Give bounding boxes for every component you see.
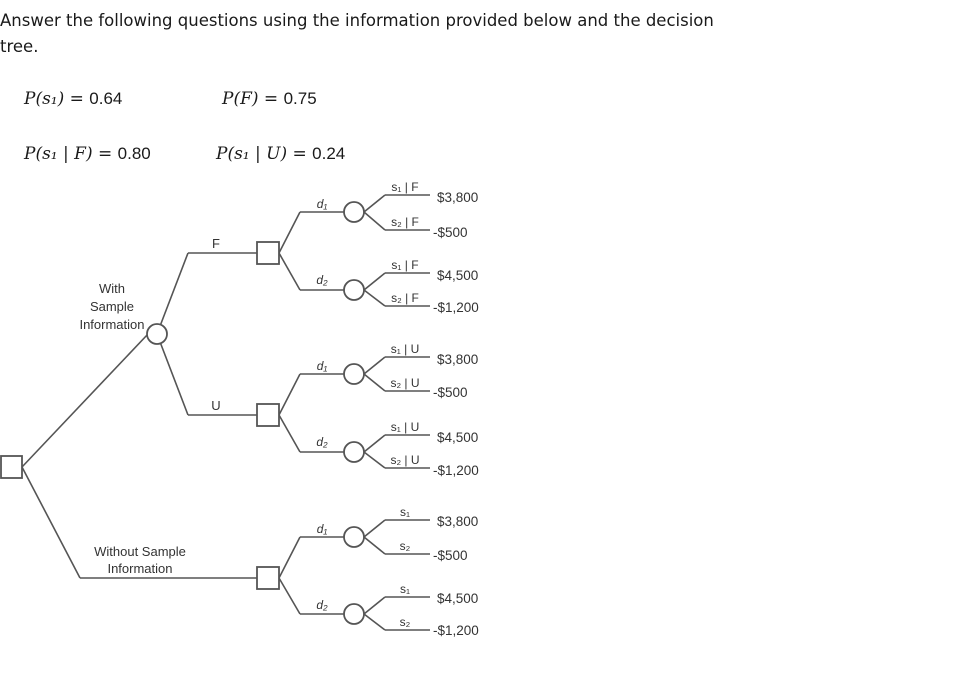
chance-node-f-d1 xyxy=(344,202,364,222)
chance-node-f-d2 xyxy=(344,280,364,300)
prob-s1-given-f-expr: P(s₁ | F) = xyxy=(24,144,113,164)
payoff-u-d2-s1: $4,500 xyxy=(437,430,479,445)
state-label-s2-2: s₂ xyxy=(399,615,411,629)
payoff-f-d2-s2: -$1,200 xyxy=(433,300,479,315)
with-sample-label-1: With xyxy=(99,281,125,296)
prob-f-expr: P(F) = xyxy=(222,89,279,109)
prob-s1-expr: P(s₁) = xyxy=(24,89,84,109)
chance-node-u-d2 xyxy=(344,442,364,462)
decision-label-u-d2: d₂ xyxy=(316,435,328,449)
payoff-no-info-d2-s1: $4,500 xyxy=(437,591,479,606)
sample-chance-node xyxy=(147,324,167,344)
prob-s1-value: 0.64 xyxy=(89,89,123,108)
payoff-no-info-d2-s2: -$1,200 xyxy=(433,623,479,638)
decision-label-u-d1: d₁ xyxy=(316,359,328,373)
state-label-s2u-2: s₂ | U xyxy=(390,453,420,467)
decision-label-no-info-d1: d₁ xyxy=(316,522,328,536)
outcome-u-label: U xyxy=(211,398,221,413)
state-label-s2f-2: s₂ | F xyxy=(391,291,419,305)
payoff-no-info-d1-s2: -$500 xyxy=(433,548,468,563)
decision-label-f-d1: d₁ xyxy=(316,197,328,211)
decision-node-f xyxy=(257,242,279,264)
payoff-f-d1-s1: $3,800 xyxy=(437,190,479,205)
prob-s1-given-u-value: 0.24 xyxy=(312,144,346,163)
prob-f-value: 0.75 xyxy=(283,89,317,108)
payoff-f-d2-s1: $4,500 xyxy=(437,268,479,283)
state-label-s1f-1: s₁ | F xyxy=(391,180,419,194)
payoff-u-d2-s2: -$1,200 xyxy=(433,463,479,478)
prob-s1-given-u-expr: P(s₁ | U) = xyxy=(216,144,307,164)
prob-s1-given-f-value: 0.80 xyxy=(117,144,151,163)
state-label-s2u-1: s₂ | U xyxy=(390,376,420,390)
without-sample-label-1: Without Sample xyxy=(94,544,186,559)
payoff-u-d1-s1: $3,800 xyxy=(437,352,479,367)
state-label-s1-1: s₁ xyxy=(399,505,411,519)
chance-node-no-info-d2 xyxy=(344,604,364,624)
outcome-f-label: F xyxy=(212,236,220,251)
decision-label-f-d2: d₂ xyxy=(316,273,328,287)
chance-node-u-d1 xyxy=(344,364,364,384)
state-label-s1u-1: s₁ | U xyxy=(390,342,420,356)
chance-node-no-info-d1 xyxy=(344,527,364,547)
payoff-no-info-d1-s1: $3,800 xyxy=(437,514,479,529)
state-label-s2f-1: s₂ | F xyxy=(391,215,419,229)
decision-label-no-info-d2: d₂ xyxy=(316,598,328,612)
state-label-s1-2: s₁ xyxy=(399,582,411,596)
payoff-f-d1-s2: -$500 xyxy=(433,225,468,240)
without-sample-label-2: Information xyxy=(107,561,173,576)
root-decision-node xyxy=(1,456,22,478)
tree-branches xyxy=(22,195,430,630)
state-label-s1f-2: s₁ | F xyxy=(391,258,419,272)
decision-node-no-info xyxy=(257,567,279,589)
state-label-s1u-2: s₁ | U xyxy=(390,420,420,434)
state-label-s2-1: s₂ xyxy=(399,539,411,553)
with-sample-label-3: Information xyxy=(79,317,145,332)
decision-node-u xyxy=(257,404,279,426)
intro-text: Answer the following questions using the information provided below and the decision tree. xyxy=(0,11,714,56)
payoff-u-d1-s2: -$500 xyxy=(433,385,468,400)
with-sample-label-2: Sample xyxy=(89,299,135,314)
